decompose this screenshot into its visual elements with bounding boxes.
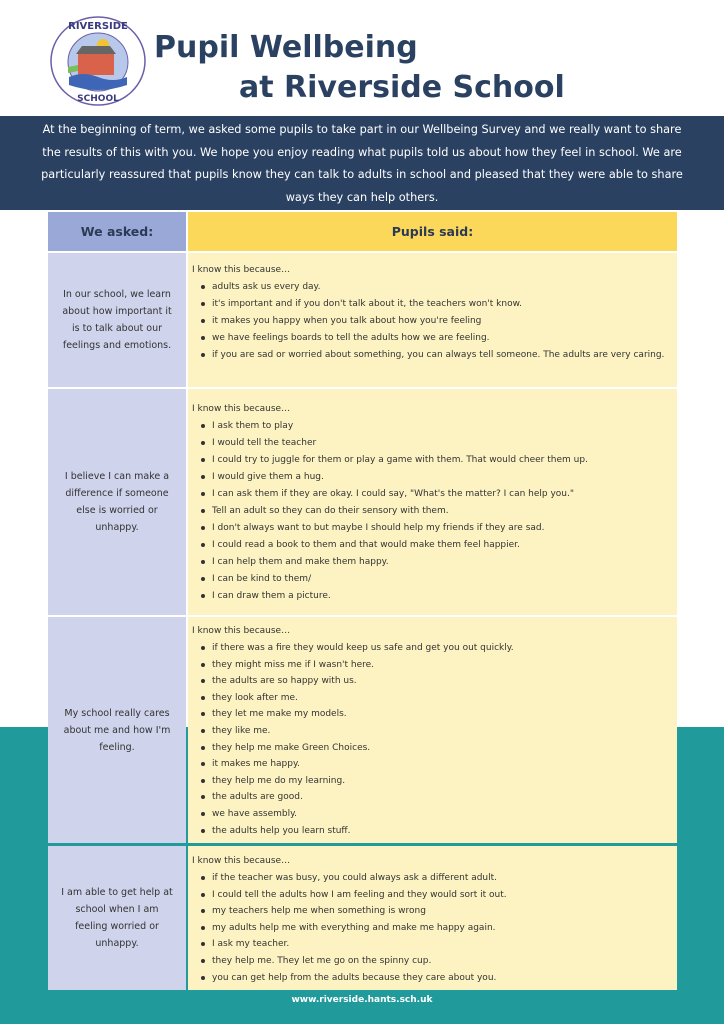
answers-intro: I know this because… — [192, 265, 291, 275]
answer-item: it makes me happy. — [192, 756, 673, 773]
question-cell: I am able to get help at school when I am feeling worried or unhappy. — [48, 846, 186, 990]
answer-item: they let me make my models. — [192, 706, 673, 723]
logo-bottom-text: SCHOOL — [77, 94, 119, 104]
answer-item: they like me. — [192, 723, 673, 740]
answers-list — [192, 418, 673, 605]
we-asked-header: We asked: — [48, 212, 186, 251]
answer-item: I can draw them a picture. — [192, 588, 673, 605]
answer-item: my teachers help me when something is wrong — [192, 903, 673, 920]
answer-item: I can be kind to them/ — [192, 571, 673, 588]
answer-item: Tell an adult so they can do their sensory with them. — [192, 503, 673, 520]
answer-item: if the teacher was busy, you could always ask a different adult. — [192, 870, 673, 887]
answer-item: if you are sad or worried about something, you can always tell someone. The adults are very caring. — [192, 347, 673, 364]
question-cell: My school really cares about me and how I'm feeling. — [48, 617, 186, 843]
answers-list — [192, 279, 673, 364]
answers-list — [192, 640, 673, 839]
school-logo — [48, 15, 148, 107]
answer-item: I would give them a hug. — [192, 469, 673, 486]
answers-intro: I know this because… — [192, 626, 291, 636]
answer-item: I ask them to play — [192, 418, 673, 435]
answer-item: the adults are good. — [192, 789, 673, 806]
answer-item: I can ask them if they are okay. I could say, "What's the matter? I can help you." — [192, 486, 673, 503]
answers-intro: I know this because… — [192, 404, 291, 414]
page-title-line1: Pupil Wellbeing — [154, 30, 418, 65]
pupils-said-header: Pupils said: — [188, 212, 677, 251]
answer-item: the adults are so happy with us. — [192, 673, 673, 690]
question-cell: I believe I can make a difference if someone else is worried or unhappy. — [48, 389, 186, 615]
answers-intro: I know this because… — [192, 856, 291, 866]
school-website-link[interactable]: www.riverside.hants.sch.uk — [291, 995, 433, 1005]
answer-item: I could read a book to them and that would make them feel happier. — [192, 537, 673, 554]
answers-cell — [188, 617, 677, 843]
answers-cell — [188, 846, 677, 990]
intro-banner: At the beginning of term, we asked some pupils to take part in our Wellbeing Survey and we really want to share the results of this with you. We hope you enjoy reading what pupils told us about how they feel in school. We are particularly reassured that pupils know they can talk to adults in school and pleased that they were able to share ways they can help others. — [0, 116, 724, 210]
answers-cell — [188, 389, 677, 615]
answer-item: I would tell the teacher — [192, 435, 673, 452]
answer-item: you can get help from the adults because they care about you. — [192, 970, 673, 987]
answer-item: adults ask us every day. — [192, 279, 673, 296]
answer-item: I can help them and make them happy. — [192, 554, 673, 571]
answer-item: I ask my teacher. — [192, 936, 673, 953]
answer-item: they look after me. — [192, 690, 673, 707]
answer-item: we have assembly. — [192, 806, 673, 823]
answer-item: they might miss me if I wasn't here. — [192, 657, 673, 674]
answer-item: we have feelings boards to tell the adults how we are feeling. — [192, 330, 673, 347]
answers-cell — [188, 253, 677, 387]
answer-item: the adults help you learn stuff. — [192, 823, 673, 840]
answer-item: I don't always want to but maybe I should help my friends if they are sad. — [192, 520, 673, 537]
question-cell: In our school, we learn about how important it is to talk about our feelings and emotions. — [48, 253, 186, 387]
answers-list — [192, 870, 673, 986]
answer-item: they help me do my learning. — [192, 773, 673, 790]
answer-item: I could try to juggle for them or play a game with them. That would cheer them up. — [192, 452, 673, 469]
answer-item: if there was a fire they would keep us safe and get you out quickly. — [192, 640, 673, 657]
answer-item: they help me make Green Choices. — [192, 740, 673, 757]
page-title-line2: at Riverside School — [239, 70, 565, 105]
answer-item: it makes you happy when you talk about how you're feeling — [192, 313, 673, 330]
answer-item: I could tell the adults how I am feeling and they would sort it out. — [192, 887, 673, 904]
answer-item: it's important and if you don't talk about it, the teachers won't know. — [192, 296, 673, 313]
logo-top-text: RIVERSIDE — [68, 21, 128, 32]
answer-item: they help me. They let me go on the spinny cup. — [192, 953, 673, 970]
answer-item: my adults help me with everything and make me happy again. — [192, 920, 673, 937]
